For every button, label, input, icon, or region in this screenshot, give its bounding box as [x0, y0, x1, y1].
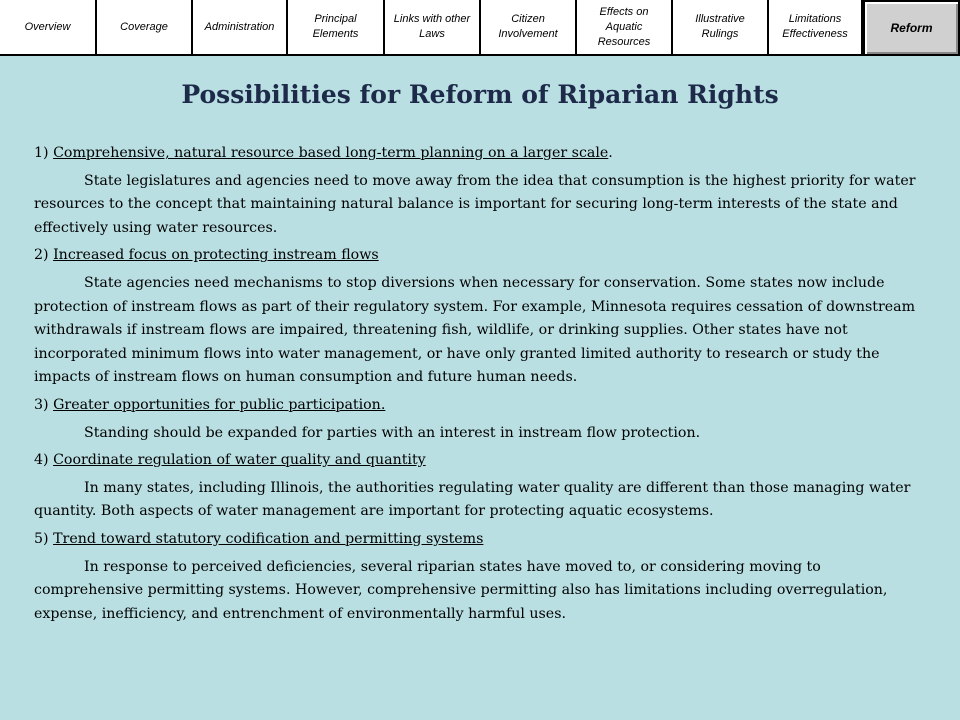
item-body-1: State legislatures and agencies need to move away from the idea that consumption is the highest priority for water resources to the concept that maintaining natural balance is important for securing long-term interests of the state and effectively using water resources. [34, 172, 916, 236]
tab-label: Links with other Laws [393, 13, 471, 40]
item-body-3: Standing should be expanded for parties with an interest in instream flow protection. [84, 424, 701, 441]
item-heading-3 [34, 394, 934, 418]
item-body-5: In response to perceived deficiencies, several riparian states have moved to, or considering moving to comprehensive permitting systems. However, comprehensive permitting also has limitations including overregulation, expense, inefficiency, and entrenchment of environmentally harmful uses. [34, 558, 888, 622]
tab-coverage[interactable] [97, 0, 193, 56]
item-heading-text: Trend toward statutory codification and permitting systems [53, 530, 484, 547]
tab-label: Citizen Involvement [498, 13, 558, 40]
tab-citizen-involvement[interactable] [481, 0, 577, 56]
item-number: 5) [34, 530, 49, 547]
item-number: 3) [34, 396, 49, 413]
tab-label: Overview [24, 20, 71, 33]
item-heading-text: Comprehensive, natural resource based long-term planning on a larger scale [53, 145, 609, 161]
tab-overview[interactable] [0, 0, 97, 56]
item-number: 4) [34, 452, 49, 469]
item-heading-text: Coordinate regulation of water quality and quantity [53, 452, 426, 469]
item-number: 1) [34, 145, 49, 161]
tab-reform[interactable] [863, 0, 960, 56]
nav-bar [0, 0, 960, 56]
reform-list [34, 142, 934, 630]
item-heading-4 [34, 449, 934, 473]
tab-illustrative-rulings[interactable] [673, 0, 769, 56]
item-body-2: State agencies need mechanisms to stop diversions when necessary for conservation. Some states now include protection of instream flows as part of their regulatory system. For example, Minnesota requires cessation of downstream withdrawals if instream flows are impaired, threatening fish, wildlife, or drinking supplies. Other states have not incorporated minimum flows into water management, or have only granted limited authority to research or study the impacts of instream flows on human consumption and future human needs. [34, 274, 916, 386]
tab-label: Effects on Aquatic Resources [597, 5, 651, 48]
tab-label: Reform [890, 20, 933, 35]
item-heading-trailing: . [608, 145, 613, 161]
tab-label: Principal Elements [312, 13, 359, 40]
page-title: Possibilities for Reform of Riparian Rights [181, 80, 779, 109]
item-heading-1 [34, 142, 934, 166]
tab-effects-on-aquatic-resources[interactable] [577, 0, 673, 56]
tab-administration[interactable] [193, 0, 288, 56]
item-body-4: In many states, including Illinois, the authorities regulating water quality are different than those managing water quantity. Both aspects of water management are important for protecting aquatic ecosystems. [34, 479, 911, 520]
item-heading-2 [34, 244, 934, 268]
tab-limitations-effectiveness[interactable] [769, 0, 863, 56]
tab-label: Illustrative Rulings [695, 13, 745, 40]
tab-label: Administration [204, 20, 275, 33]
item-heading-text: Increased focus on protecting instream flows [53, 247, 379, 264]
tab-links-with-other-laws[interactable] [385, 0, 481, 56]
item-number: 2) [34, 247, 49, 264]
item-heading-text: Greater opportunities for public participation. [53, 396, 386, 413]
item-heading-5 [34, 528, 934, 552]
tab-label: Coverage [120, 20, 168, 33]
tab-principal-elements[interactable] [288, 0, 385, 56]
tab-label: Limitations Effectiveness [782, 13, 848, 40]
